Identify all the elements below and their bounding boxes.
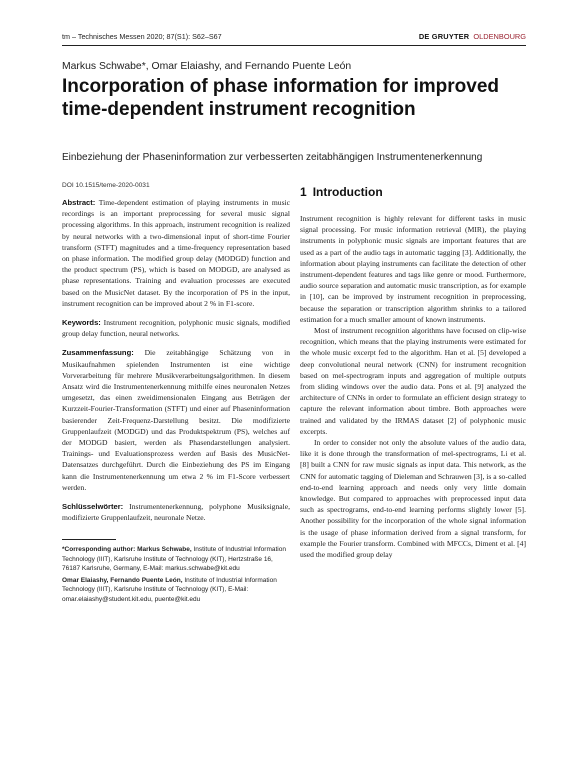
- zusammenfassung-text: Die zeitabhängige Schätzung von in Musikaufnahmen spielenden Instrumenten ist eine wichtige Vorverarbeitung für mehrere Musikverarbeitungsalgorithmen. In diesem Ansatz wird die Instrumentenerkennung mithilfe eines neuronalen Netzes umgesetzt, das einen zweidimensionalen Eingang aus Beträgen der Kurzzeit-Fourier-Transformation (STFT) und einer auf Phaseninformation basierender Zeit-Frequenz-Darstellung besitzt. Die modifizierte Gruppenlaufzeit (MODGD) und das Produktspektrum (PS), welches auf der MODGD basiert, werden als Phasendarstellungen analysiert. Trainings- und Evaluationsprozess werden auf Basis des MusicNet-Datensatzes durchgeführt. Durch die Einbeziehung des PS im Eingang kann die Instrumentenerkennung um etwa 2 % im F1-Score verbessert werden.: [62, 348, 290, 492]
- author-list: Markus Schwabe*, Omar Elaiashy, and Fernando Puente León: [62, 61, 352, 72]
- keywords-label: Keywords:: [62, 318, 101, 328]
- publisher-logo: [419, 32, 526, 41]
- footnote-author-name: Omar Elaiashy, Fernando Puente León,: [62, 576, 183, 584]
- left-column: [62, 182, 290, 606]
- footnote-affiliation: Institute of Industrial Information Technology (IIIT), Karlsruhe Institute of Technology (KIT), Hertzstraße 16, 76187 Karlsruhe, Germany, E-Mail: markus.schwabe@kit.edu: [62, 546, 286, 573]
- header-divider: [62, 45, 526, 46]
- footnote-affiliation: Institute of Industrial Information Technology (IIIT), Karlsruhe Institute of Technology (KIT), E-Mail: omar.elaiashy@student.kit.edu, puente@kit.edu: [62, 576, 277, 603]
- paper-subtitle: Einbeziehung der Phaseninformation zur verbesserten zeitabhängigen Instrumentenerkennung: [62, 152, 483, 163]
- journal-header: tm – Technisches Messen 2020; 87(S1): S62–S67: [62, 32, 222, 41]
- footnote-divider: [62, 539, 116, 540]
- schluesselwoerter-text: Instrumentenerkennung, polyphone Musiksignale, modifizierte Gruppenlaufzeit, neuronale Netze.: [62, 502, 290, 523]
- zusammenfassung-label: Zusammenfassung:: [62, 348, 134, 358]
- body-paragraph: In order to consider not only the absolute values of the audio data, like it is done through the transformation of mel-spectrograms, Li et al. [8] built a CNN for raw music signals as input data. This network, as the CNN for automatic tagging of Dieleman and Schrauwen [3], is a so-called end-to-end learning approach and needs only very little domain knowledge. But compared to approaches with preprocessed input data such as spectrograms, end-to-end learning performs slightly lower [5]. Another possibility for the incorporation of the whole signal information is the usage of phase information derived from a signal transform, for example the Fourier transform. Combined with MFCCs, Diment et al. [4] used the modified group delay: [300, 438, 526, 560]
- right-column: [300, 182, 526, 560]
- section-number: 1: [300, 185, 307, 199]
- body-paragraph: Instrument recognition is highly relevant for different tasks in music signal processing. For music information retrieval (MIR), the playing instruments in polyphonic music signals are important features that are used as a part of the audio tags in automatic tagging [3]. Additionally, the information about playing instruments can facilitate the detection of other instrument-dependent features and tags like genre or mood. Furthermore, audio source separation and automatic music transcription, as for example in [10], can be improved by instrument recognition in preprocessing, because the separation or transcription algorithm shrinks to a tailored estimation for a much smaller amount of known instruments.: [300, 214, 526, 324]
- abstract-label: Abstract:: [62, 198, 96, 207]
- footnote-author-name: *Corresponding author: Markus Schwabe,: [62, 546, 192, 554]
- abstract-text: Time-dependent estimation of playing instruments in music recordings is an important preprocessing for several music signal processing algorithms. In this approach, instrument recognition is realized by neural networks with a two-dimensional input of short-time Fourier transform (STFT) magnitudes and a time-frequency representation based on phase information. The modified group delay (MODGD) function and the product spectrum (PS), which is based on MODGD, are analysed as phase representations. Training and evaluation processes are executed based on the MusicNet dataset. By the incorporation of PS in the input, instrument recognition can be improved about 2 % in F1-score.: [62, 198, 290, 308]
- abstract: [62, 197, 290, 309]
- zusammenfassung: [62, 347, 290, 493]
- doi: DOI 10.1515/teme-2020-0031: [62, 182, 150, 189]
- schluesselwoerter: [62, 501, 290, 523]
- publisher-name: DE GRUYTER: [418, 32, 470, 41]
- section-title: Introduction: [312, 185, 383, 199]
- body-paragraph: Most of instrument recognition algorithms have focused on clip-wise recognition, which means that the playing instruments were estimated for the whole music excerpt fed to the algorithm. Han et al. [5] developed a deep convolutional neural network (CNN) for instrument recognition based on mel-spectrogram inputs and aggregation of multiple outputs from sliding windows over the audio data. Pons et al. [9] analyzed the architecture of CNNs in order to formulate an efficient design strategy to capture the relevant information about timbre. Both approaches were trained and validated by the IRMAS dataset [2] of polyphonic music excerpts.: [300, 326, 526, 436]
- publisher-imprint: OLDENBOURG: [473, 32, 526, 41]
- paper-title: Incorporation of phase information for improved time-dependent instrument recognition: [62, 76, 500, 120]
- footnote-coauthors: [62, 576, 290, 605]
- footnote-corresponding-author: [62, 545, 290, 574]
- section-heading: [300, 185, 526, 199]
- keywords-text: Instrument recognition, polyphonic music signals, modified group delay function, neural networks.: [62, 318, 290, 339]
- keywords: [62, 317, 290, 339]
- schluesselwoerter-label: Schlüsselwörter:: [62, 502, 124, 512]
